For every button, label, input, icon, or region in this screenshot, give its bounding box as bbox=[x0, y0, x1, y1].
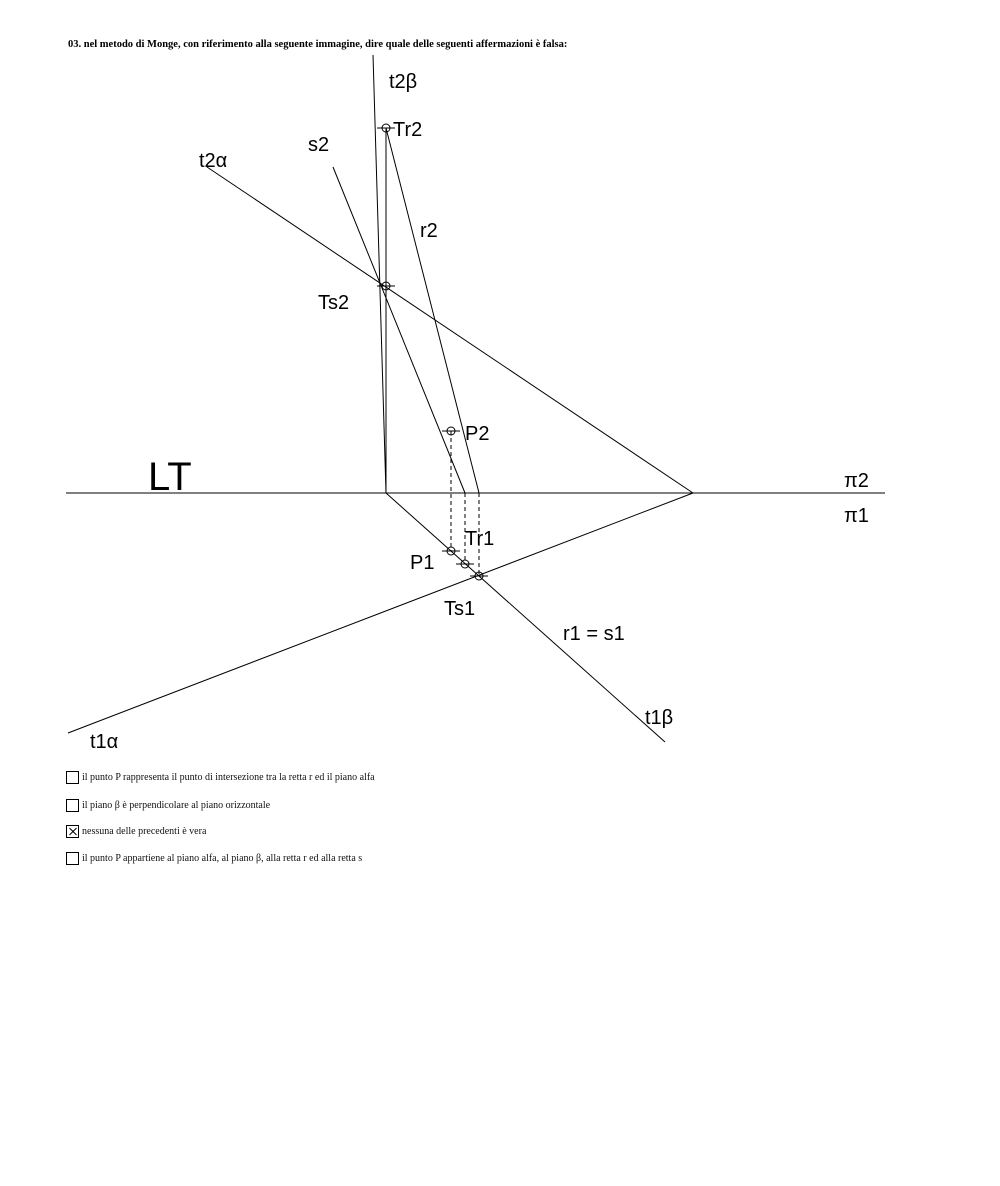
option-2[interactable] bbox=[66, 797, 270, 813]
t1alpha-line bbox=[68, 493, 693, 733]
option-4-label: il punto P appartiene al piano alfa, al piano β, alla retta r ed alla retta s bbox=[82, 852, 363, 864]
t2beta-line bbox=[373, 55, 386, 493]
option-2-checkbox[interactable] bbox=[66, 799, 79, 812]
t1beta-line bbox=[386, 493, 665, 742]
option-1-label: il punto P rappresenta il punto di intersezione tra la retta r ed il piano alfa bbox=[82, 771, 375, 783]
option-1[interactable] bbox=[66, 769, 375, 785]
label-s2: s2 bbox=[308, 134, 330, 156]
label-lt: LT bbox=[148, 455, 192, 499]
option-3-checkbox[interactable] bbox=[66, 825, 79, 838]
label-p2: P2 bbox=[465, 423, 490, 445]
label-tr2: Tr2 bbox=[393, 119, 423, 141]
label-ts2: Ts2 bbox=[318, 292, 350, 314]
option-1-checkbox[interactable] bbox=[66, 771, 79, 784]
option-4[interactable] bbox=[66, 850, 362, 866]
label-ts1: Ts1 bbox=[444, 598, 476, 620]
label-r2: r2 bbox=[420, 220, 438, 242]
s2-line bbox=[333, 167, 465, 493]
label-pi2: π2 bbox=[844, 470, 869, 492]
option-3-label: nessuna delle precedenti è vera bbox=[82, 825, 207, 837]
t2alpha-line bbox=[207, 167, 693, 493]
label-pi1: π1 bbox=[844, 505, 869, 527]
label-t2alpha: t2α bbox=[199, 150, 228, 172]
label-t1alpha: t1α bbox=[90, 731, 119, 753]
question-text: 03. nel metodo di Monge, con riferimento alla seguente immagine, dire quale delle seguenti affermazioni è falsa: bbox=[68, 39, 568, 50]
label-r1s1: r1 = s1 bbox=[563, 623, 625, 645]
option-3[interactable] bbox=[66, 823, 206, 839]
label-t1beta: t1β bbox=[645, 707, 674, 729]
option-4-checkbox[interactable] bbox=[66, 852, 79, 865]
label-t2beta: t2β bbox=[389, 71, 418, 93]
label-p1: P1 bbox=[410, 552, 435, 574]
tr1-marker bbox=[456, 560, 474, 568]
p1-marker bbox=[442, 547, 460, 555]
option-2-label: il piano β è perpendicolare al piano orizzontale bbox=[82, 799, 271, 811]
label-tr1: Tr1 bbox=[465, 528, 495, 550]
